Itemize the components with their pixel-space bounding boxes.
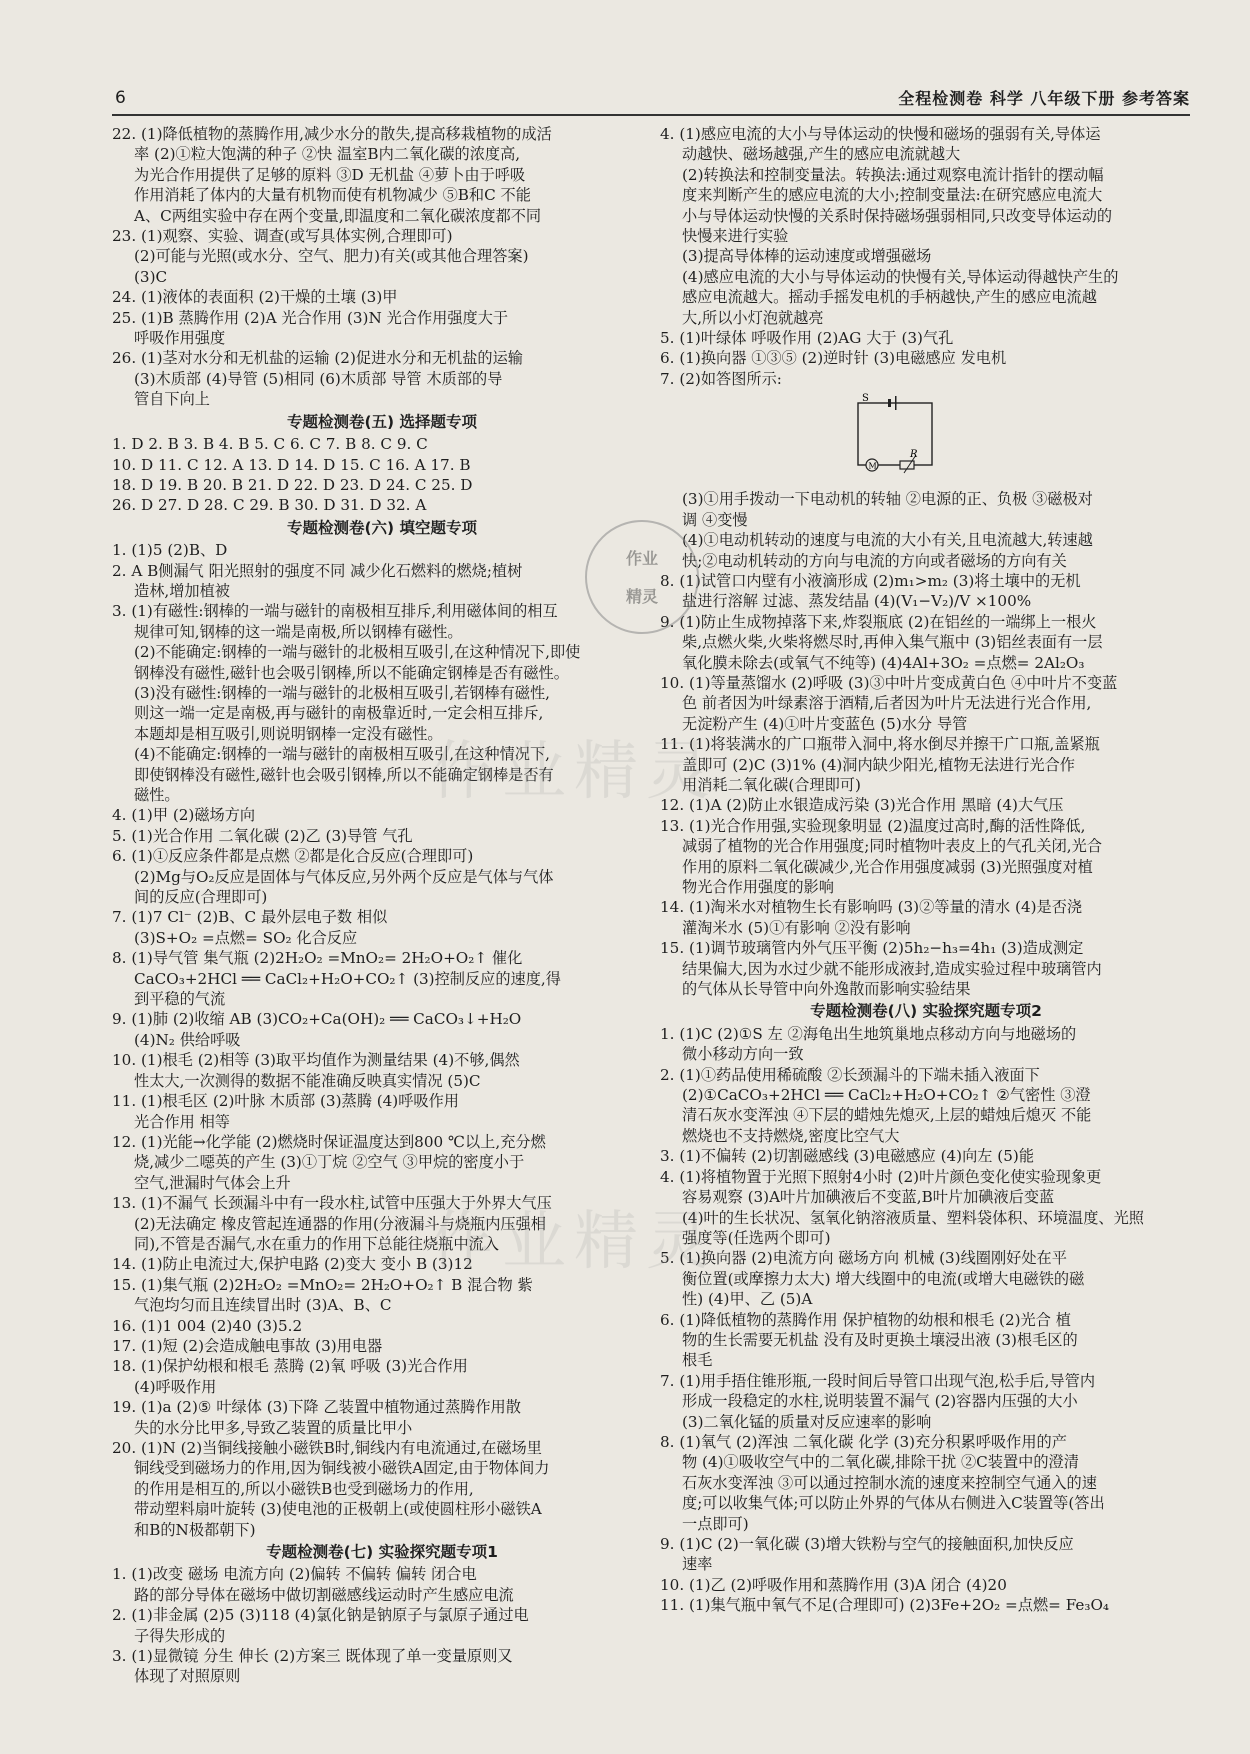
- answer-line: 灌淘米水 (5)①有影响 ②没有影响: [682, 918, 911, 937]
- answer-line: 强度等(任选两个即可): [682, 1228, 831, 1247]
- watermark: 作业精灵: [430, 1205, 718, 1279]
- answer-line: 6. (1)换向器 ①③⑤ (2)逆时针 (3)电磁感应 发电机: [660, 349, 1007, 368]
- answer-line: (3)①用手拨动一下电动机的转轴 ②电源的正、负极 ③磁极对: [682, 490, 1093, 509]
- answer-line: (4)呼吸作用: [134, 1377, 217, 1396]
- answer-line: 一点即可): [682, 1514, 749, 1533]
- answer-line: 形成一段稳定的水柱,说明装置不漏气 (2)容器内压强的大小: [682, 1392, 1078, 1411]
- answer-line: 17. (1)短 (2)会造成触电事故 (3)用电器: [112, 1336, 383, 1355]
- answer-line: 22. (1)降低植物的蒸腾作用,减少水分的散失,提高移栽植物的成活: [112, 125, 552, 143]
- answer-line: 25. (1)B 蒸腾作用 (2)A 光合作用 (3)N 光合作用强度大于: [112, 308, 509, 327]
- answer-line: 1. D 2. B 3. B 4. B 5. C 6. C 7. B 8. C 9. C: [112, 435, 428, 454]
- answer-line: 13. (1)不漏气 长颈漏斗中有一段水柱,试管中压强大于外界大气压: [112, 1194, 552, 1213]
- answer-line: 到平稳的气流: [134, 990, 226, 1009]
- answer-line: 快慢来进行实验: [682, 227, 789, 246]
- answer-line: 清石灰水变浑浊 ④下层的蜡烛先熄灭,上层的蜡烛后熄灭 不能: [682, 1106, 1092, 1125]
- answer-line: 减弱了植物的光合作用强度;同时植物叶表皮上的气孔关闭,光合: [682, 837, 1103, 856]
- answer-line: 5. (1)叶绿体 呼吸作用 (2)AG 大于 (3)气孔: [660, 329, 954, 348]
- answer-line: 盐进行溶解 过滤、蒸发结晶 (4)(V₁−V₂)/V ×100%: [682, 592, 1032, 611]
- answer-line: 20. (1)N (2)当铜线接触小磁铁B时,铜线内有电流通过,在磁场里: [112, 1439, 542, 1457]
- answer-line: 19. (1)a (2)⑤ 叶绿体 (3)下降 乙装置中植物通过蒸腾作用散: [112, 1398, 521, 1417]
- answer-line: 燃烧也不支持燃烧,密度比空气大: [682, 1126, 900, 1145]
- answer-line: 23. (1)观察、实验、调查(或写具体实例,合理即可): [112, 227, 453, 246]
- answer-line: 3. (1)不偏转 (2)切割磁感线 (3)电磁感应 (4)向左 (5)能: [660, 1147, 1035, 1166]
- answer-line: 13. (1)光合作用强,实验现象明显 (2)温度过高时,酶的活性降低,: [660, 816, 1086, 835]
- answer-line: (2)无法确定 橡皮管起连通器的作用(分液漏斗与烧瓶内压强相: [134, 1214, 546, 1233]
- answer-line: 空气,泄漏时气体会上升: [134, 1173, 291, 1192]
- answer-line: 石灰水变浑浊 ③可以通过控制水流的速度来控制空气通入的速: [682, 1473, 1097, 1492]
- answer-line: 小与导体运动快慢的关系时保持磁场强弱相同,只改变导体运动的: [682, 206, 1113, 225]
- answer-line: 柴,点燃火柴,火柴将燃尽时,再伸入集气瓶中 (3)铝丝表面有一层: [682, 633, 1103, 652]
- page-number: 6: [115, 88, 126, 108]
- answer-line: (3)C: [134, 267, 168, 286]
- watermark: 作业精灵: [430, 735, 718, 809]
- answer-line: 1. (1)C (2)①S 左 ②海龟出生地筑巢地点移动方向与地磁场的: [660, 1024, 1077, 1043]
- answer-line: 8. (1)导气管 集气瓶 (2)2H₂O₂ =MnO₂= 2H₂O+O₂↑ 催化: [112, 949, 523, 968]
- answer-line: 2. A B侧漏气 阳光照射的强度不同 减少化石燃料的燃烧;植树: [112, 561, 523, 580]
- answer-line: (2)Mg与O₂反应是固体与气体反应,另外两个反应是气体与气体: [134, 867, 554, 886]
- answer-line: 4. (1)将植物置于光照下照射4小时 (2)叶片颜色变化使实验现象更: [660, 1167, 1102, 1186]
- circuit-figure: [660, 389, 1192, 489]
- answer-line: 24. (1)液体的表面积 (2)干燥的土壤 (3)甲: [112, 288, 398, 307]
- answer-line: 7. (1)用手捂住锥形瓶,一段时间后导管口出现气泡,松手后,导管内: [660, 1371, 1096, 1390]
- answer-line: 快;②电动机转动的方向与电流的方向或者磁场的方向有关: [682, 551, 1067, 570]
- answer-line: 铜线受到磁场力的作用,因为铜线被小磁铁A固定,由于物体间力: [134, 1459, 550, 1478]
- answer-line: 用消耗二氧化碳(合理即可): [682, 775, 861, 794]
- answer-line: 11. (1)根毛区 (2)叶脉 木质部 (3)蒸腾 (4)呼吸作用: [112, 1092, 459, 1111]
- answer-line: 带动塑料扇叶旋转 (3)使电池的正极朝上(或使圆柱形小磁铁A: [134, 1500, 542, 1519]
- answer-line: 9. (1)防止生成物掉落下来,炸裂瓶底 (2)在铝丝的一端绑上一根火: [660, 612, 1097, 631]
- answer-line: A、C两组实验中存在两个变量,即温度和二氧化碳浓度都不同: [134, 206, 542, 225]
- answer-line: 5. (1)换向器 (2)电流方向 磁场方向 机械 (3)线圈刚好处在平: [660, 1249, 1067, 1268]
- answer-line: 呼吸作用强度: [134, 329, 226, 348]
- answer-line: 钢棒没有磁性,磁针也会吸引钢棒,所以不能确定钢棒是否有磁性。: [134, 663, 569, 682]
- answer-line: 物 (4)①吸收空气中的二氧化碳,排除干扰 ②C装置中的澄清: [682, 1453, 1079, 1472]
- answer-line: 磁性。: [134, 786, 180, 804]
- answer-line: 10. (1)根毛 (2)相等 (3)取平均值作为测量结果 (4)不够,偶然: [112, 1051, 520, 1070]
- circuit-diagram: [850, 393, 940, 481]
- answer-line: 6. (1)①反应条件都是点燃 ②都是化合反应(合理即可): [112, 847, 474, 866]
- section-title: 专题检测卷(五) 选择题专项: [286, 412, 478, 431]
- answer-line: 气泡均匀而且连续冒出时 (3)A、B、C: [134, 1296, 392, 1315]
- answer-line: 1. (1)5 (2)B、D: [112, 541, 228, 560]
- answer-line: 10. (1)等量蒸馏水 (2)呼吸 (3)③中叶片变成黄白色 ④中叶片不变蓝: [660, 673, 1118, 692]
- answer-line: (4)感应电流的大小与导体运动的快慢有关,导体运动得越快产生的: [682, 267, 1119, 286]
- stamp-mid-text: 精灵: [625, 587, 658, 606]
- answer-line: 性太大,一次测得的数据不能准确反映真实情况 (5)C: [134, 1071, 481, 1090]
- answer-line: 1. (1)改变 磁场 电流方向 (2)偏转 不偏转 偏转 闭合电: [112, 1565, 477, 1584]
- answer-line: 16. (1)1 004 (2)40 (3)5.2: [112, 1316, 303, 1335]
- answer-line: 10. D 11. C 12. A 13. D 14. D 15. C 16. A 17. B: [112, 455, 471, 474]
- answer-line: 衡位置(或摩擦力太大) 增大线圈中的电流(或增大电磁铁的磁: [682, 1269, 1085, 1288]
- answer-line: 调 ④变慢: [682, 510, 748, 529]
- answer-line: 物的生长需要无机盐 没有及时更换土壤浸出液 (3)根毛区的: [682, 1330, 1078, 1349]
- answer-line: 3. (1)有磁性:钢棒的一端与磁针的南极相互排斥,利用磁体间的相互: [112, 602, 558, 621]
- answer-line: 微小移动方向一致: [682, 1045, 804, 1064]
- answer-line: (3)没有磁性:钢棒的一端与磁针的北极相互吸引,若钢棒有磁性,: [134, 683, 550, 702]
- answer-line: (4)①电动机转动的速度与电流的大小有关,且电流越大,转速越: [682, 531, 1093, 550]
- answer-line: 5. (1)光合作用 二氧化碳 (2)乙 (3)导管 气孔: [112, 826, 413, 845]
- answer-line: 6. (1)降低植物的蒸腾作用 保护植物的幼根和根毛 (2)光合 植: [660, 1310, 1071, 1329]
- answer-line: 氧化膜未除去(或氧气不纯等) (4)4Al+3O₂ =点燃= 2Al₂O₃: [682, 653, 1085, 672]
- circuit-s-label: S: [862, 393, 869, 405]
- answer-line: 感应电流越大。摇动手摇发电机的手柄越快,产生的感应电流越: [682, 288, 1097, 307]
- answer-line: (3)二氧化锰的质量对反应速率的影响: [682, 1412, 932, 1431]
- right-column: [660, 124, 1192, 1616]
- answer-line: 4. (1)感应电流的大小与导体运动的快慢和磁场的强弱有关,导体运: [660, 125, 1101, 143]
- answer-line: (3)S+O₂ =点燃= SO₂ 化合反应: [134, 928, 358, 947]
- answer-line: 盖即可 (2)C (3)1% (4)洞内缺少阳光,植物无法进行光合作: [682, 755, 1075, 774]
- answer-line: 造林,增加植被: [134, 581, 230, 600]
- answer-line: 15. (1)调节玻璃管内外气压平衡 (2)5h₂−h₃=4h₁ (3)造成测定: [660, 939, 1084, 958]
- answer-line: 体现了对照原则: [134, 1667, 241, 1686]
- answer-line: (2)不能确定:钢棒的一端与磁针的北极相互吸引,在这种情况下,即使: [134, 643, 581, 662]
- answer-line: 光合作用 相等: [134, 1112, 230, 1131]
- answer-line: 容易观察 (3)A叶片加碘液后不变蓝,B叶片加碘液后变蓝: [682, 1188, 1055, 1207]
- answer-line: 为光合作用提供了足够的原料 ③D 无机盐 ④萝卜由于呼吸: [134, 165, 526, 184]
- answer-line: 动越快、磁场越强,产生的感应电流就越大: [682, 145, 961, 164]
- answer-line: (2)转换法和控制变量法。转换法:通过观察电流计指针的摆动幅: [682, 165, 1104, 184]
- section-title: 专题检测卷(八) 实验探究题专项2: [810, 1002, 1042, 1021]
- answer-line: 无淀粉产生 (4)①叶片变蓝色 (5)水分 导管: [682, 714, 968, 733]
- answer-line: 和B的N极都朝下): [134, 1520, 256, 1539]
- answer-line: 7. (2)如答图所示:: [660, 369, 782, 388]
- answer-line: (4)叶的生长状况、氢氧化钠溶液质量、塑料袋体积、环境温度、光照: [682, 1208, 1144, 1227]
- answer-line: 3. (1)显微镜 分生 伸长 (2)方案三 既体现了单一变量原则又: [112, 1647, 513, 1666]
- answer-line: 即使钢棒没有磁性,磁针也会吸引钢棒,所以不能确定钢棒是否有: [134, 765, 554, 784]
- header-rule: [112, 114, 1190, 116]
- answer-line: 14. (1)防止电流过大,保护电路 (2)变大 变小 B (3)12: [112, 1255, 473, 1274]
- answer-line: (2)①CaCO₃+2HCl ══ CaCl₂+H₂O+CO₂↑ ②气密性 ③澄: [682, 1086, 1091, 1105]
- answer-line: 8. (1)试管口内壁有小液滴形成 (2)m₁>m₂ (3)将土壤中的无机: [660, 571, 1081, 590]
- answer-line: 18. D 19. B 20. B 21. D 22. D 23. D 24. C 25. D: [112, 475, 473, 494]
- answer-line: (2)可能与光照(或水分、空气、肥力)有关(或其他合理答案): [134, 247, 529, 266]
- answer-line: 7. (1)7 Cl⁻ (2)B、C 最外层电子数 相似: [112, 908, 388, 927]
- answer-line: 11. (1)将装满水的广口瓶带入洞中,将水倒尽并擦干广口瓶,盖紧瓶: [660, 735, 1100, 754]
- answer-line: 物光合作用强度的影响: [682, 878, 834, 896]
- section-title: 专题检测卷(六) 填空题专项: [286, 518, 478, 537]
- answer-line: 间的反应(合理即可): [134, 888, 268, 907]
- section-title: 专题检测卷(七) 实验探究题专项1: [266, 1543, 498, 1562]
- left-column: [112, 124, 652, 1687]
- answer-line: 2. (1)①药品使用稀硫酸 ②长颈漏斗的下端未插入液面下: [660, 1065, 1040, 1084]
- answer-line: 根毛: [682, 1351, 713, 1370]
- answer-line: 12. (1)光能→化学能 (2)燃烧时保证温度达到800 ℃以上,充分燃: [112, 1132, 546, 1151]
- page-header-title: 全程检测卷 科学 八年级下册 参考答案: [898, 89, 1190, 108]
- answer-line: 失的水分比甲多,导致乙装置的质量比甲小: [134, 1418, 413, 1437]
- answer-line: 2. (1)非金属 (2)5 (3)118 (4)氯化钠是钠原子与氯原子通过电: [112, 1606, 529, 1625]
- answer-line: 8. (1)氧气 (2)浑浊 二氧化碳 化学 (3)充分积累呼吸作用的产: [660, 1432, 1067, 1451]
- answer-line: 率 (2)①粒大饱满的种子 ②快 温室B内二氧化碳的浓度高,: [134, 145, 521, 164]
- answer-line: (3)木质部 (4)导管 (5)相同 (6)木质部 导管 木质部的导: [134, 369, 503, 388]
- answer-line: 10. (1)乙 (2)呼吸作用和蒸腾作用 (3)A 闭合 (4)20: [660, 1575, 1007, 1594]
- answer-line: 本题却是相互吸引,则说明钢棒一定没有磁性。: [134, 724, 443, 743]
- answer-line: 的气体从长导管中向外逸散而影响实验结果: [682, 980, 971, 999]
- answer-line: 路的部分导体在磁场中做切割磁感线运动时产生感应电流: [134, 1585, 514, 1604]
- answer-line: 规律可知,钢棒的这一端是南极,所以钢棒有磁性。: [134, 622, 463, 641]
- answer-line: (3)提高导体棒的运动速度或增强磁场: [682, 247, 932, 266]
- stamp-seal: [585, 520, 699, 634]
- answer-line: 14. (1)淘米水对植物生长有影响吗 (3)②等量的清水 (4)是否浇: [660, 898, 1083, 917]
- answer-line: 作用的原料二氧化碳减少,光合作用强度减弱 (3)光照强度对植: [682, 857, 1093, 876]
- answer-line: 的作用是相互的,所以小磁铁B也受到磁场力的作用,: [134, 1479, 474, 1498]
- answer-line: 烧,减少二噁英的产生 (3)①丁烷 ②空气 ③甲烷的密度小于: [134, 1153, 525, 1172]
- answer-line: 大,所以小灯泡就越亮: [682, 308, 824, 327]
- stamp-top-text: 作业: [625, 549, 658, 568]
- answer-line: 15. (1)集气瓶 (2)2H₂O₂ =MnO₂= 2H₂O+O₂↑ B 混合物 紫: [112, 1275, 533, 1294]
- answer-line: 作用消耗了体内的大量有机物而使有机物减少 ⑤B和C 不能: [134, 186, 531, 205]
- answer-line: 色 前者因为叶绿素溶于酒精,后者因为叶片无法进行光合作用,: [682, 694, 1092, 713]
- answer-line: 12. (1)A (2)防止水银造成污染 (3)光合作用 黑暗 (4)大气压: [660, 796, 1064, 815]
- answer-line: 性) (4)甲、乙 (5)A: [682, 1290, 813, 1309]
- answer-line: 度;可以收集气体;可以防止外界的气体从右侧进入C装置等(答出: [682, 1494, 1105, 1513]
- answer-line: 9. (1)肺 (2)收缩 AB (3)CO₂+Ca(OH)₂ ══ CaCO₃↓+H₂O: [112, 1010, 522, 1029]
- answer-line: 同),不管是否漏气,水在重力的作用下总能往烧瓶中流入: [134, 1234, 499, 1253]
- circuit-m-label: M: [868, 461, 877, 471]
- answer-line: CaCO₃+2HCl ══ CaCl₂+H₂O+CO₂↑ (3)控制反应的速度,得: [134, 969, 561, 988]
- answer-line: 11. (1)集气瓶中氧气不足(合理即可) (2)3Fe+2O₂ =点燃= Fe₃O₄: [660, 1596, 1110, 1615]
- answer-line: 4. (1)甲 (2)磁场方向: [112, 806, 256, 825]
- answer-line: 18. (1)保护幼根和根毛 蒸腾 (2)氧 呼吸 (3)光合作用: [112, 1357, 468, 1376]
- answer-line: 管自下向上: [134, 390, 210, 409]
- answer-line: 结果偏大,因为水过少就不能形成液封,造成实验过程中玻璃管内: [682, 959, 1102, 978]
- answer-line: 26. (1)茎对水分和无机盐的运输 (2)促进水分和无机盐的运输: [112, 349, 523, 368]
- answer-line: (4)不能确定:钢棒的一端与磁针的南极相互吸引,在这种情况下,: [134, 745, 550, 764]
- answer-line: 子得失形成的: [134, 1626, 226, 1645]
- answer-line: (4)N₂ 供给呼吸: [134, 1030, 241, 1049]
- answer-line: 度来判断产生的感应电流的大小;控制变量法:在研究感应电流大: [682, 186, 1103, 205]
- answer-line: 速率: [682, 1555, 713, 1574]
- circuit-r-label: R: [910, 449, 918, 461]
- answer-line: 26. D 27. D 28. C 29. B 30. D 31. D 32. A: [112, 496, 427, 515]
- answer-line: 9. (1)C (2)一氧化碳 (3)增大铁粉与空气的接触面积,加快反应: [660, 1535, 1074, 1553]
- answer-line: 则这一端一定是南极,再与磁针的南极靠近时,一定会相互排斥,: [134, 704, 544, 723]
